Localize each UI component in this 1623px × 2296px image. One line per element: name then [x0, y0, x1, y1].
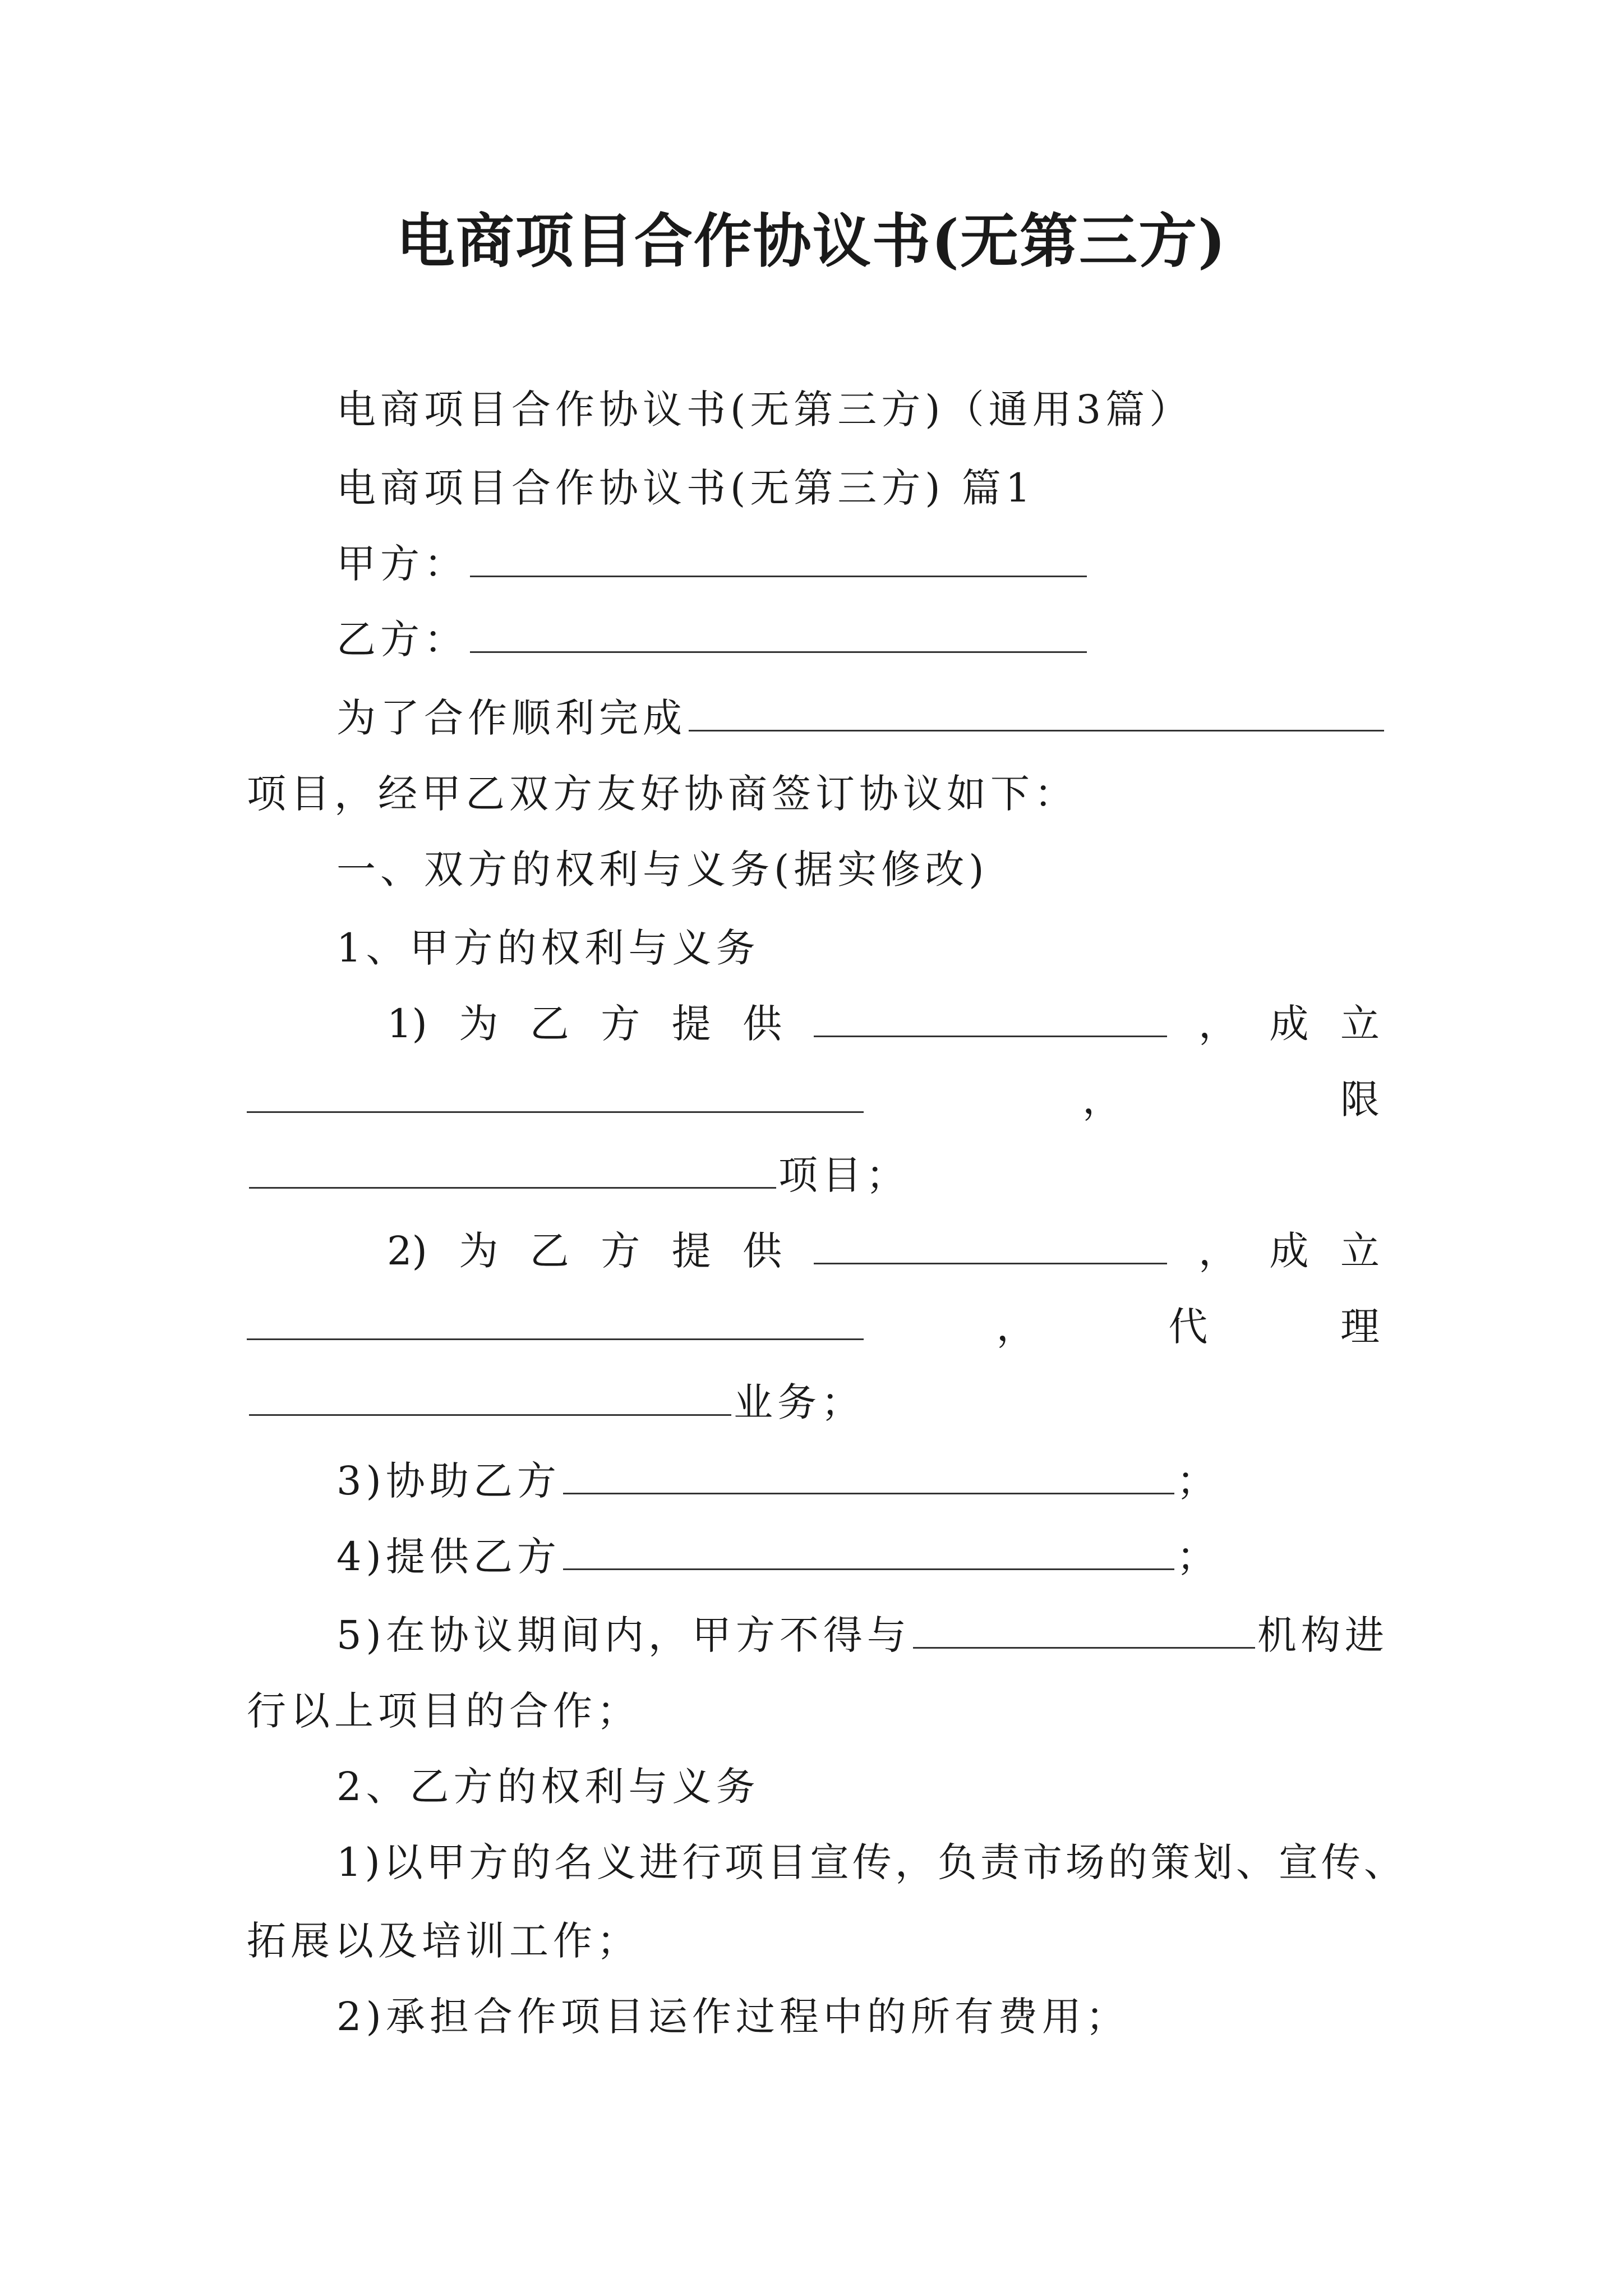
- subtitle-line: 电商项目合作协议书(无第三方)（通用3篇）: [336, 386, 1193, 432]
- part-heading: 电商项目合作协议书(无第三方) 篇1: [336, 465, 1035, 511]
- party-a-line: [336, 536, 1380, 592]
- intro-line-1: [336, 690, 1380, 746]
- section-1-heading: 一、双方的权利与义务(据实修改): [336, 846, 989, 892]
- item-1-line-3: 项目；: [247, 1147, 1380, 1203]
- item-1-provide-blank[interactable]: [814, 996, 1167, 1037]
- item-4-line: 4)提供乙方 ；: [336, 1529, 1380, 1585]
- project-name-blank[interactable]: [689, 691, 1384, 731]
- party-b-line: [336, 611, 1380, 668]
- item-1-line-2: ， 限: [247, 1071, 1380, 1128]
- item-3-blank[interactable]: [563, 1453, 1174, 1494]
- item-3-line: 3)协助乙方 ；: [336, 1453, 1380, 1509]
- item-2-line-1: 2) 为 乙 方 提 供 ， 成 立: [387, 1223, 1380, 1279]
- item-2-line-2: ， 代 理: [247, 1299, 1380, 1355]
- intro-line-2: 项目，经甲乙双方友好协商签订协议如下：: [247, 771, 1078, 817]
- party-b-label: 乙方：: [336, 616, 468, 662]
- section-1-1-heading: 1、甲方的权利与义务: [336, 925, 760, 971]
- item-5-line-2: 行以上项目的合作；: [247, 1688, 640, 1734]
- party-b-item-1-line-2: 拓展以及培训工作；: [247, 1918, 640, 1964]
- item-1-line-1: 1) 为 乙 方 提 供 ， 成 立: [387, 996, 1380, 1052]
- party-a-label: 甲方：: [336, 541, 468, 587]
- item-2-establish-blank[interactable]: [247, 1299, 864, 1340]
- item-2-line-3: 业务；: [247, 1374, 1380, 1430]
- item-4-blank[interactable]: [563, 1529, 1174, 1570]
- item-1-limit-blank[interactable]: [249, 1148, 776, 1189]
- party-a-blank[interactable]: [470, 536, 1087, 577]
- document-title: 电商项目合作协议书(无第三方): [396, 206, 1227, 275]
- item-2-provide-blank[interactable]: [814, 1223, 1167, 1264]
- item-5-line-1: 5)在协议期间内，甲方不得与 机构进: [336, 1607, 1380, 1663]
- item-5-institution-blank[interactable]: [913, 1608, 1255, 1649]
- section-1-2-heading: 2、乙方的权利与义务: [336, 1764, 760, 1810]
- party-b-item-1-line-1: 1)以甲方的名义进行项目宣传，负责市场的策划、宣传、: [336, 1839, 1407, 1885]
- party-b-blank[interactable]: [470, 612, 1087, 653]
- party-b-item-2-line: 2)承担合作项目运作过程中的所有费用；: [336, 1994, 1129, 2040]
- intro-text-a: 为了合作顺利完成: [336, 695, 686, 741]
- item-2-agency-blank[interactable]: [249, 1375, 731, 1416]
- item-1-establish-blank[interactable]: [247, 1072, 864, 1113]
